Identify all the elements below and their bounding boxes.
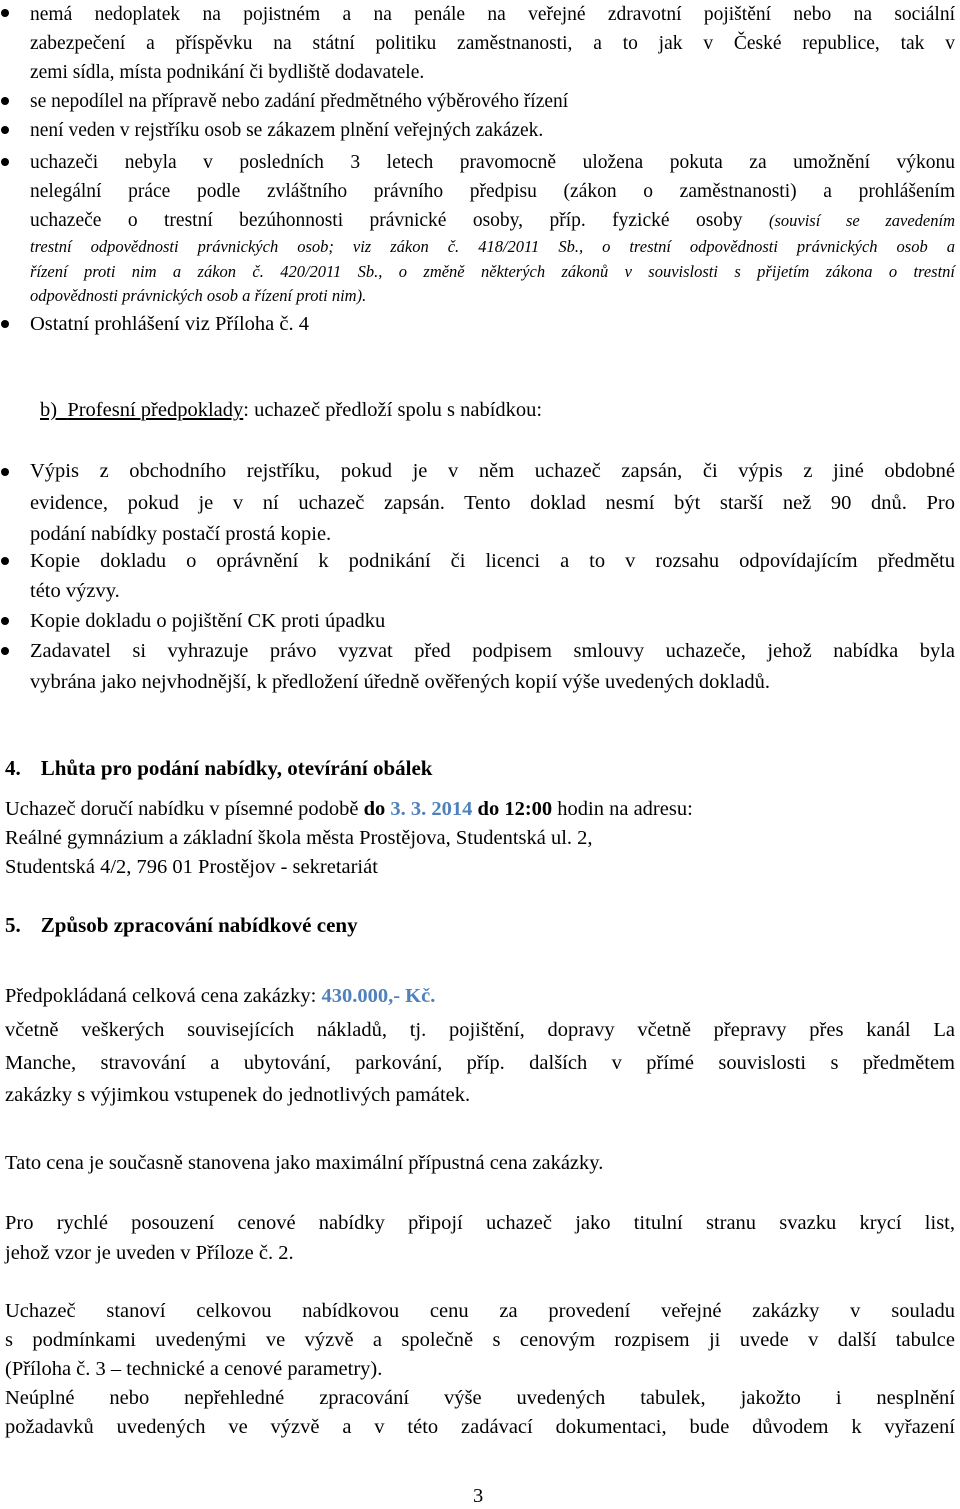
address-line: Studentská 4/2, 796 01 Prostějov - sekretariát (5, 856, 378, 878)
legal-note-line: odpovědnosti právnických osob a řízení proti nim). (30, 286, 367, 305)
bullet-icon (1, 320, 9, 328)
bullet-icon (1, 647, 9, 655)
bullet-icon (1, 468, 9, 476)
bullet-icon (1, 158, 9, 166)
legal-note-line: trestní odpovědnosti právnických osob; viz zákon č. 418/2011 Sb., o trestní odpovědnosti právnických osob a (30, 237, 955, 256)
legal-note-line: řízení proti nim a zákon č. 420/2011 Sb., o změně některých zákonů v souvislosti s přijetím zákona o trestní (30, 262, 955, 281)
list-item: nemá nedoplatek na pojistném a na penále na veřejné zdravotní pojištění nebo na sociální zabezpečení a příspěvku na státní politiku zaměstnanosti, a to jak v České republice, tak v zemi sídla, místa podnikání či bydliště dodavatele. (30, 0, 955, 87)
section-heading: 4. Lhůta pro podání nabídky, otevírání obálek (5, 756, 433, 780)
bullet-icon (1, 557, 9, 565)
price-line: Předpokládaná celková cena zakázky: 430.000,- Kč. (5, 985, 436, 1007)
list-item: Kopie dokladu o oprávnění k podnikání či licenci a to v rozsahu odpovídajícím předmětu této výzvy. (30, 546, 955, 606)
paragraph-line: Uchazeč doručí nabídku v písemné podobě do 3. 3. 2014 do 12:00 hodin na adresu: (5, 798, 693, 820)
address-line: Reálné gymnázium a základní škola města Prostějova, Studentská ul. 2, (5, 827, 593, 849)
paragraph-line: jehož vzor je uveden v Příloze č. 2. (5, 1242, 294, 1264)
list-item: Výpis z obchodního rejstříku, pokud je v něm uchazeč zapsán, či výpis z jiné obdobné evidence, pokud je v ní uchazeč zapsán. Tento doklad nesmí být starší než 90 dnů. Pro podání nabídky postačí prostá kopie. (30, 456, 955, 551)
subsection-heading: b) Profesní předpoklady: uchazeč předloží spolu s nabídkou: (40, 399, 543, 421)
paragraph-line: Neúplné nebo nepřehledné zpracování výše uvedených tabulek, jakožto i nesplnění (5, 1387, 955, 1409)
paragraph-line: požadavků uvedených ve výzvě a v této zadávací dokumentaci, bude důvodem k vyřazení (5, 1416, 955, 1438)
section-heading: 5. Způsob zpracování nabídkové ceny (5, 913, 358, 937)
list-item: uchazeči nebyla v posledních 3 letech pravomocně uložena pokuta za umožnění výkonu nelegální práce podle zvláštního právního předpisu (zákon o zaměstnanosti) a prohlášením uchazeče o trestní bezúhonnosti právnické osoby, příp. fyzické osoby (souvisí se zavedením (30, 148, 955, 235)
paragraph-line: zakázky s výjimkou vstupenek do jednotlivých památek. (5, 1084, 471, 1106)
bullet-icon (1, 97, 9, 105)
bullet-icon (1, 9, 9, 17)
list-item: Zadavatel si vyhrazuje právo vyzvat před podpisem smlouvy uchazeče, jehož nabídka byla vybrána jako nejvhodnější, k předložení úředně ověřených kopií výše uvedených dokladů. (30, 636, 955, 698)
bullet-icon (1, 126, 9, 134)
paragraph-line: Manche, stravování a ubytování, parkování, příp. dalších v přímé souvislosti s předmětem (5, 1052, 955, 1074)
list-item: se nepodílel na přípravě nebo zadání předmětného výběrového řízení (30, 87, 955, 116)
paragraph-line: (Příloha č. 3 – technické a cenové parametry). (5, 1358, 383, 1380)
paragraph-line: Tato cena je současně stanovena jako maximální přípustná cena zakázky. (5, 1152, 604, 1174)
paragraph-line: včetně veškerých souvisejících nákladů, tj. pojištění, dopravy včetně přepravy přes kanál La (5, 1019, 955, 1041)
list-item: Ostatní prohlášení viz Příloha č. 4 (30, 309, 955, 340)
list-item: Kopie dokladu o pojištění CK proti úpadku (30, 606, 955, 636)
bullet-icon (1, 617, 9, 625)
paragraph-line: Uchazeč stanoví celkovou nabídkovou cenu za provedení veřejné zakázky v souladu (5, 1300, 955, 1322)
paragraph-line: Pro rychlé posouzení cenové nabídky připojí uchazeč jako titulní stranu svazku krycí list, (5, 1212, 955, 1234)
page-number: 3 (473, 1485, 484, 1507)
paragraph-line: s podmínkami uvedenými ve výzvě a společně s cenovým rozpisem ji uvede v další tabulce (5, 1329, 955, 1351)
list-item: není veden v rejstříku osob se zákazem plnění veřejných zakázek. (30, 116, 955, 145)
